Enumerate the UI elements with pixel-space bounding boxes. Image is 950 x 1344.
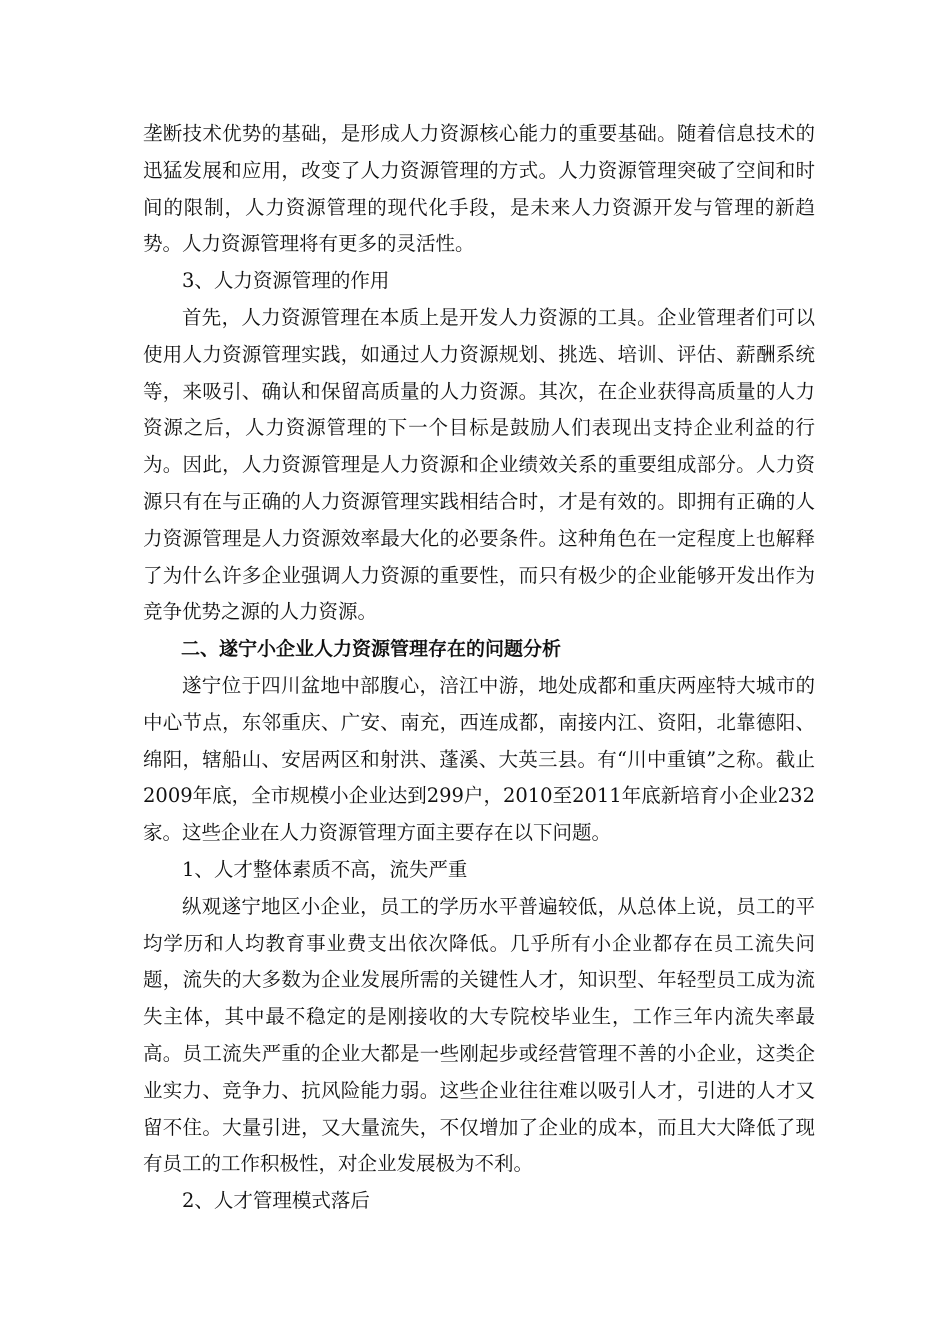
body-paragraph-talent-loss: 纵观遂宁地区小企业，员工的学历水平普遍较低，从总体上说，员工的平均学历和人均教育事业费支出依次降低。几乎所有小企业都存在员工流失问题，流失的大多数为企业发展所需的关键性人才，知识型、年轻型员工成为流失主体，其中最不稳定的是刚接收的大专院校毕业生，工作三年内流失率最高。员工流失严重的企业大都是一些刚起步或经营管理不善的小企业，这类企业实力、竞争力、抗风险能力弱。这些企业往往难以吸引人才，引进的人才又留不住。大量引进，又大量流失，不仅增加了企业的成本，而且大大降低了现有员工的工作积极性，对企业发展极为不利。 (143, 894, 815, 1176)
body-paragraph-suining: 遂宁位于四川盆地中部腹心，涪江中游，地处成都和重庆两座特大城市的中心节点，东邻重庆、广安、南充，西连成都，南接内江、资阳，北靠德阳、绵阳，辖船山、安居两区和射洪、蓬溪、大英三县。有“川中重镇”之称。截止2009年底，全市规模小企业达到299户，2010至2011年底新培育小企业232家。这些企业在人力资源管理方面主要存在以下问题。 (143, 673, 815, 845)
body-paragraph-role: 首先，人力资源管理在本质上是开发人力资源的工具。企业管理者们可以使用人力资源管理实践，如通过人力资源规划、挑选、培训、评估、薪酬系统等，来吸引、确认和保留高质量的人力资源。其次，在企业获得高质量的人力资源之后，人力资源管理的下一个目标是鼓励人们表现出支持企业利益的行为。因此，人力资源管理是人力资源和企业绩效关系的重要组成部分。人力资源只有在与正确的人力资源管理实践相结合时，才是有效的。即拥有正确的人力资源管理是人力资源效率最大化的必要条件。这种角色在一定程度上也解释了为什么许多企业强调人力资源的重要性，而只有极少的企业能够开发出作为竞争优势之源的人力资源。 (143, 305, 815, 624)
document-page (143, 116, 815, 1220)
body-paragraph-continued: 垄断技术优势的基础，是形成人力资源核心能力的重要基础。随着信息技术的迅猛发展和应用，改变了人力资源管理的方式。人力资源管理突破了空间和时间的限制，人力资源管理的现代化手段，是未来人力资源开发与管理的新趋势。人力资源管理将有更多的灵活性。 (143, 122, 815, 256)
section-subheading-role: 3、人力资源管理的作用 (182, 269, 390, 293)
section-subheading-management-model: 2、人才管理模式落后 (182, 1189, 370, 1213)
section-subheading-talent-quality: 1、人才整体素质不高，流失严重 (182, 857, 468, 881)
section-heading-problems: 二、遂宁小企业人力资源管理存在的问题分析 (181, 638, 562, 661)
